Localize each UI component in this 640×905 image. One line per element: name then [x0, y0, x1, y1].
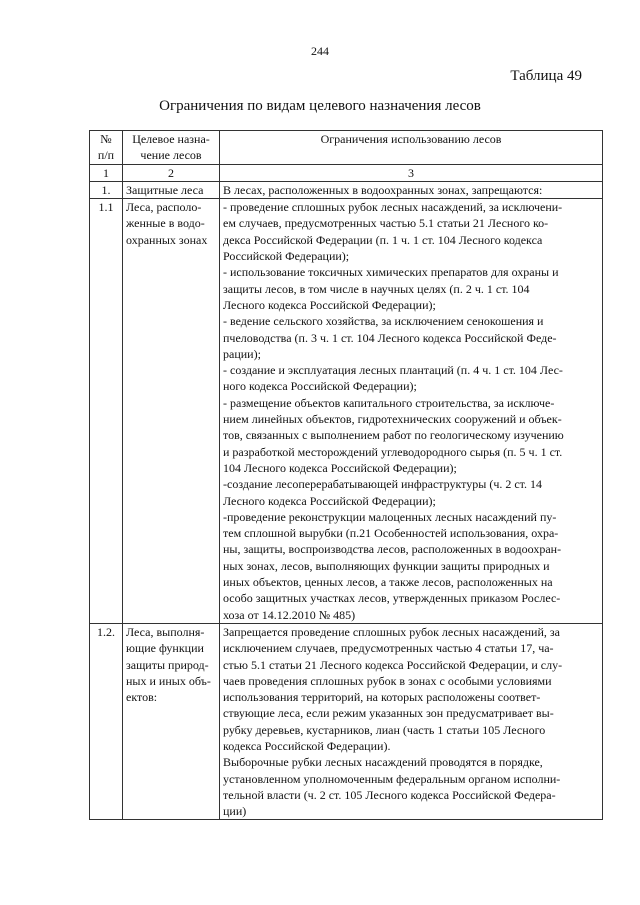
text-line: тем сплошной вырубки (п.21 Особенностей использования, охра- [223, 526, 559, 541]
text-line: нием линейных объектов, гидротехнических сооружений и объек- [223, 412, 562, 427]
text-line: ного кодекса Российской Федерации); [223, 379, 417, 394]
row-restrictions [220, 181, 603, 198]
text-line: - использование токсичных химических препаратов для охраны и [223, 265, 559, 280]
text-line: ем случаев, предусмотренных частью 5.1 статьи 21 Лесного ко- [223, 216, 549, 231]
text-line: ны, защиты, воспроизводства лесов, расположенных в водоохран- [223, 542, 562, 557]
header-purpose [123, 131, 220, 165]
header-num [90, 131, 123, 165]
row-purpose [123, 199, 220, 624]
text-line: женные в водо- [126, 216, 205, 231]
text-line: установленном уполномоченным федеральным органом исполни- [223, 771, 561, 786]
header-row [90, 131, 603, 165]
header-restrictions-line: Ограничения использованию лесов [320, 132, 502, 146]
text-line: рации); [223, 346, 261, 361]
text-line: рубку деревьев, кустарников, лиан (часть 1 статьи 105 Лесного [223, 722, 546, 737]
column-index: 1 [90, 164, 123, 181]
text-line: пчеловодства (п. 3 ч. 1 ст. 104 Лесного кодекса Российской Феде- [223, 330, 557, 345]
text-line: - создание и эксплуатация лесных плантаций (п. 4 ч. 1 ст. 104 Лес- [223, 363, 563, 378]
text-line: Леса, выполня- [126, 624, 205, 639]
text-line: использования территорий, на которых расположены соответ- [223, 690, 541, 705]
text-line: ных зонах, лесов, выполняющих функции защиты природных и [223, 558, 550, 573]
text-line: стью 5.1 статьи 21 Лесного кодекса Российской Федерации, и слу- [223, 657, 563, 672]
header-purpose-line: чение лесов [140, 148, 202, 163]
text-line: ции) [223, 804, 247, 819]
text-line: декса Российской Федерации (п. 1 ч. 1 ст. 104 Лесного кодекса [223, 232, 543, 247]
row-number: 1. [90, 181, 123, 198]
row-restrictions [220, 199, 603, 624]
text-line: 104 Лесного кодекса Российской Федерации); [223, 460, 457, 475]
text-line: защиты природ- [126, 657, 209, 672]
text-line: Леса, располо- [126, 200, 202, 215]
text-line: и разработкой месторождений углеводородного сырья (п. 5 ч. 1 ст. [223, 444, 563, 459]
text-line: - размещение объектов капитального строительства, за исключе- [223, 395, 555, 410]
table-row [90, 181, 603, 198]
text-line: кодекса Российской Федерации). [223, 738, 391, 753]
header-restrictions [220, 131, 603, 165]
text-line: Российской Федерации); [223, 249, 350, 264]
row-restrictions [220, 623, 603, 820]
column-index-row [90, 164, 603, 181]
table-label: Таблица 49 [510, 68, 582, 84]
row-number: 1.1 [90, 199, 123, 624]
row-purpose [123, 623, 220, 820]
text-line: - ведение сельского хозяйства, за исключением сенокошения и [223, 314, 544, 329]
text-line: защиты лесов, в том числе в научных целях (п. 2 ч. 1 ст. 104 [223, 281, 530, 296]
text-line: Лесного кодекса Российской Федерации); [223, 493, 436, 508]
header-num-line: п/п [97, 148, 115, 163]
row-number: 1.2. [90, 623, 123, 820]
text-line: -проведение реконструкции малоценных лесных насаждений пу- [223, 509, 557, 524]
column-index: 3 [220, 164, 603, 181]
row-purpose: Защитные леса [123, 181, 220, 198]
text-line: ектов: [126, 690, 158, 705]
text-line: исключением случаев, предусмотренных частью 4 статьи 17, ча- [223, 641, 554, 656]
header-num-line: № [100, 132, 112, 146]
text-line: ствующие леса, если режим указанных зон предусматривает вы- [223, 706, 554, 721]
column-index: 2 [123, 164, 220, 181]
text-line: хоза от 14.12.2010 № 485) [223, 607, 356, 622]
text-line: тов, связанных с выполнением работ по геологическому изучению [223, 428, 564, 443]
text-line: Выборочные рубки лесных насаждений проводятся в порядке, [223, 755, 543, 770]
text-line: Лесного кодекса Российской Федерации); [223, 297, 436, 312]
text-line: Запрещается проведение сплошных рубок лесных насаждений, за [223, 624, 560, 639]
text-line: чаев проведения сплошных рубок в зонах с особыми условиями [223, 673, 552, 688]
restrictions-table [89, 130, 603, 820]
text-line: иных объектов, ценных лесов, а также лесов, расположенных на [223, 575, 553, 590]
text-line: ных и иных объ- [126, 673, 211, 688]
header-purpose-line: Целевое назна- [132, 132, 210, 146]
table-row [90, 623, 603, 820]
table-row [90, 199, 603, 624]
text-line: -создание лесоперерабатывающей инфраструктуры (ч. 2 ст. 14 [223, 477, 543, 492]
text-line: охранных зонах [126, 232, 208, 247]
text-line: - проведение сплошных рубок лесных насаждений, за исключени- [223, 200, 563, 215]
text-line: особо защитных участках лесов, утвержденных приказом Рослес- [223, 591, 561, 606]
table-title: Ограничения по видам целевого назначения лесов [159, 98, 481, 114]
restriction-line: В лесах, расположенных в водоохранных зонах, запрещаются: [223, 182, 543, 197]
page-number: 244 [311, 44, 329, 58]
text-line: ющие функции [126, 641, 204, 656]
text-line: тельной власти (ч. 2 ст. 105 Лесного кодекса Российской Федера- [223, 787, 556, 802]
